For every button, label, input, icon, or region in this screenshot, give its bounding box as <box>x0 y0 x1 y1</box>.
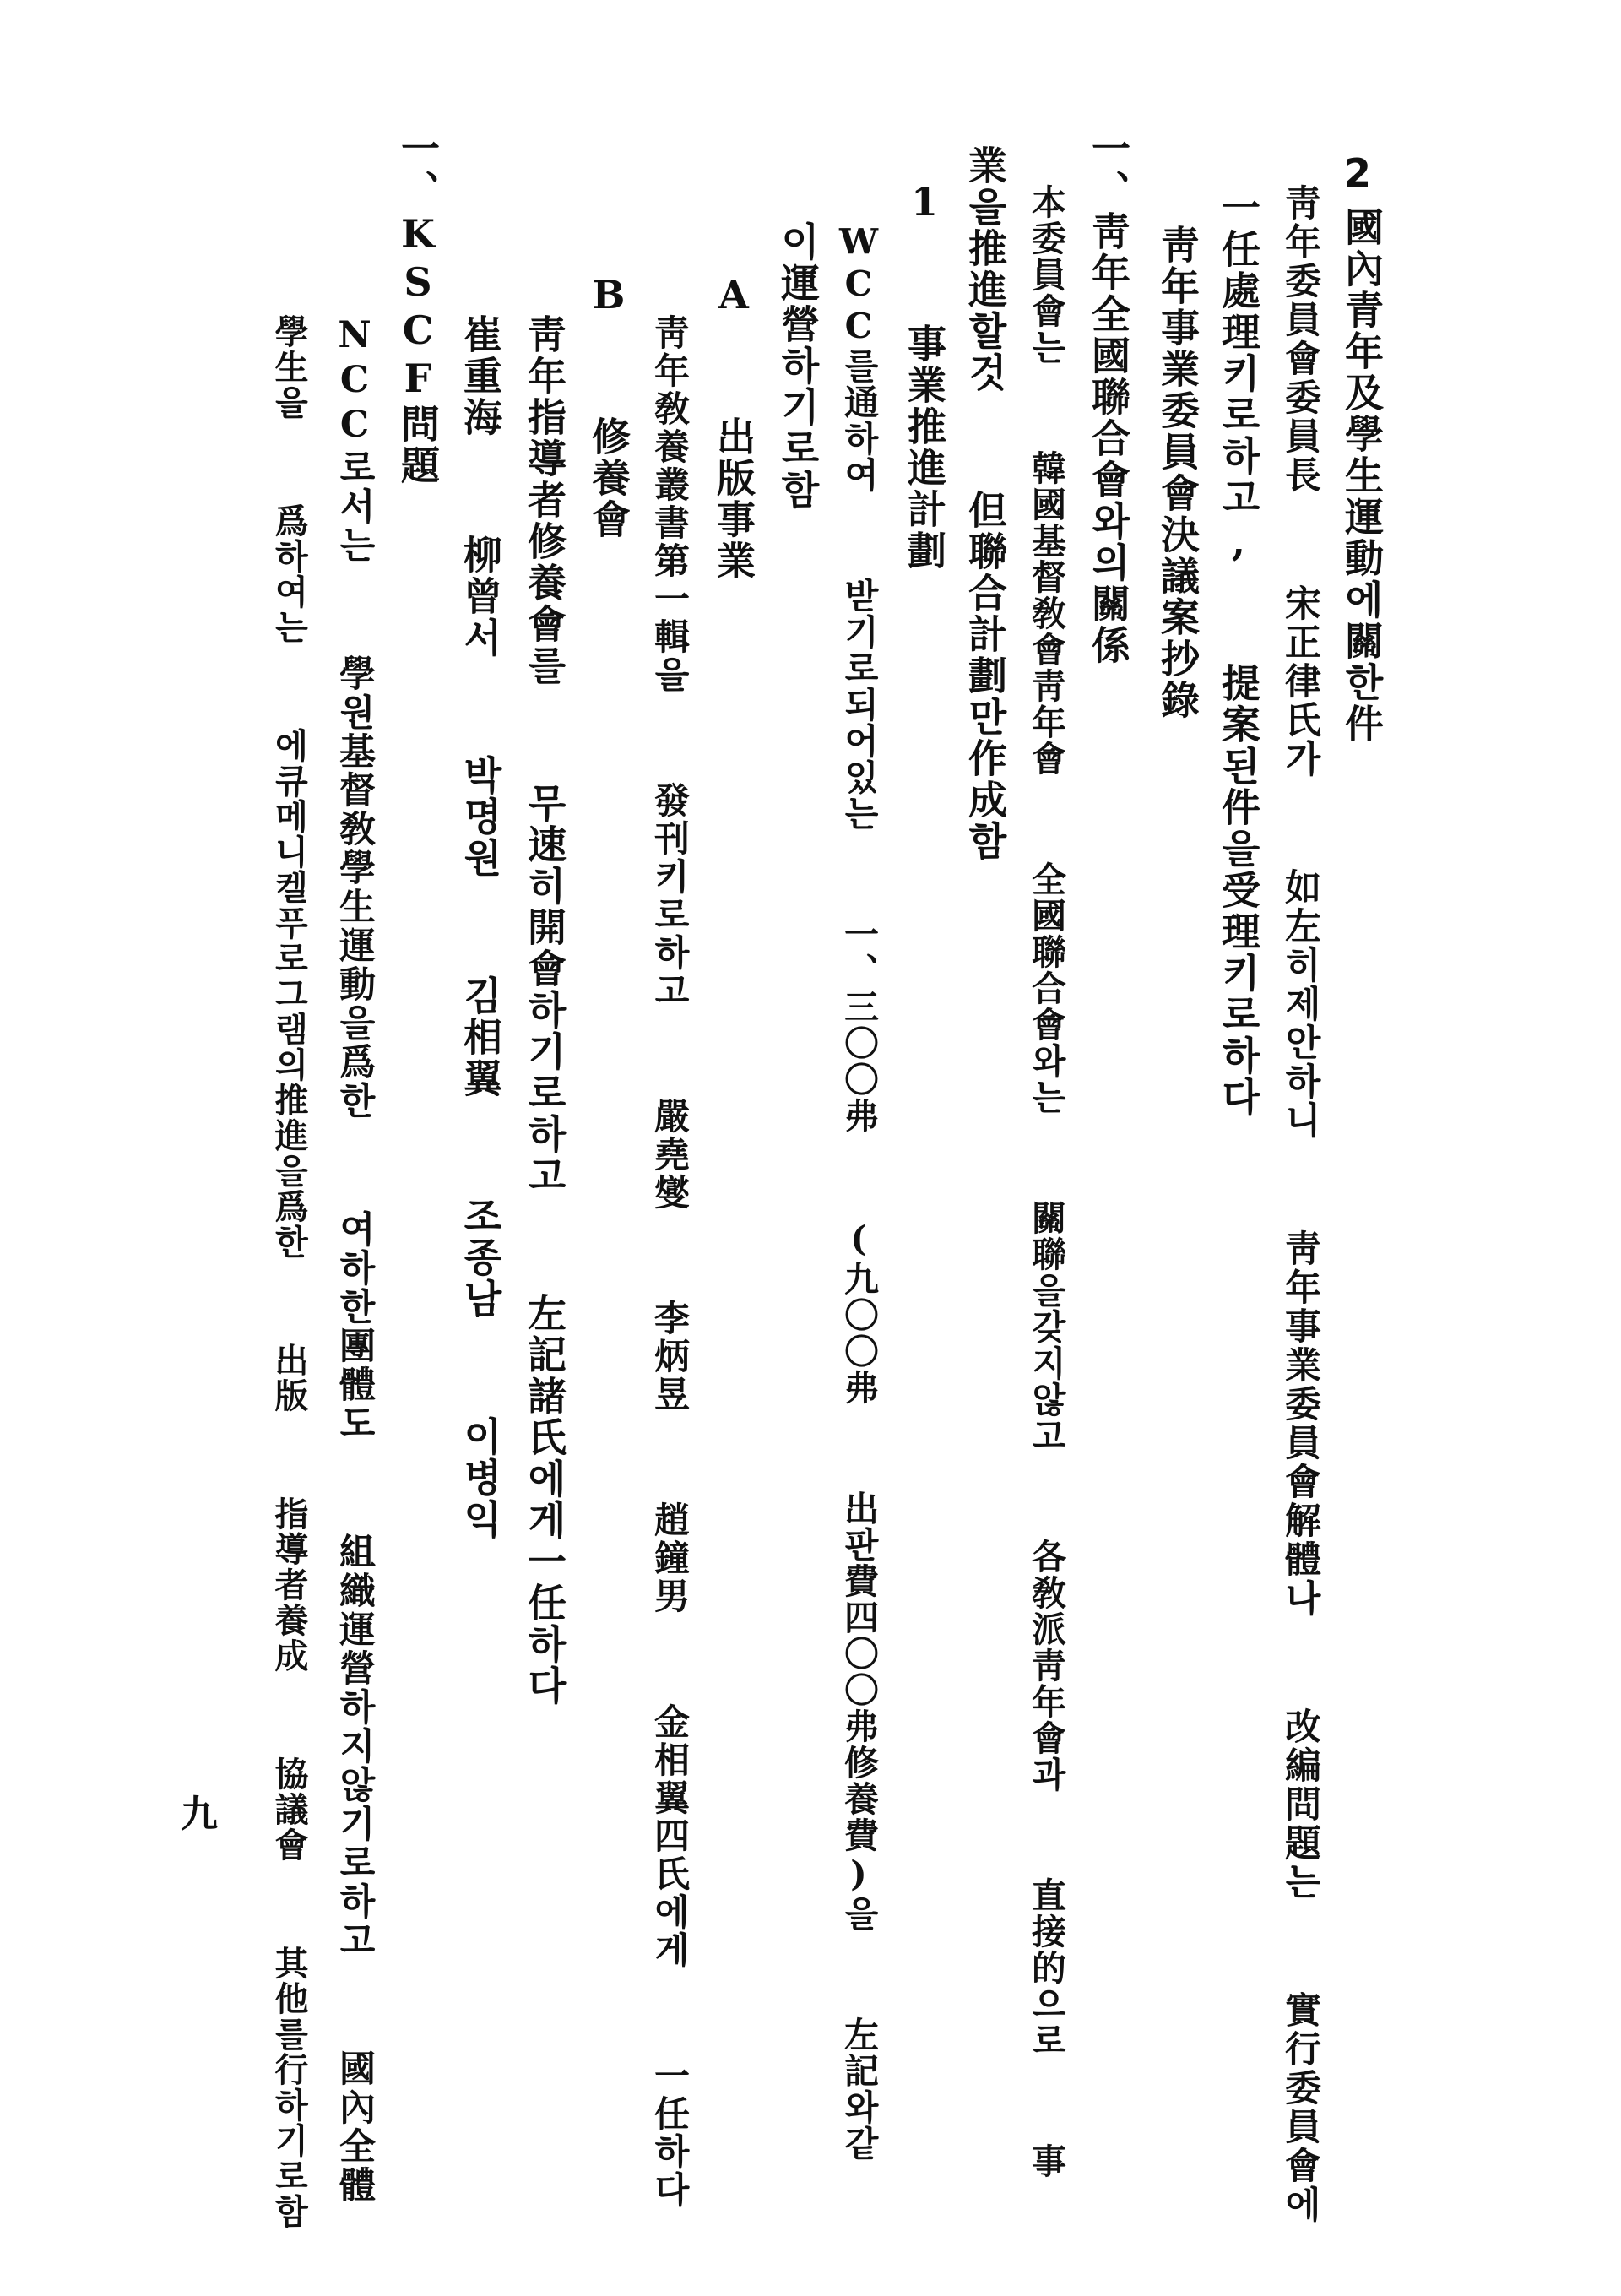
text-column: 이運營하기로함 <box>775 221 821 511</box>
text-column: WCC를通하여 받기로되어있는 一、三〇〇弗 (九〇〇弗 出판費四〇〇弗修養費)을 左記와같 <box>838 221 879 2162</box>
text-column: 學生을 爲하여는 에큐메니켈푸로그램의推進을爲한 出版 指導者養成 協議會 其他를行하기로함 <box>269 314 309 2229</box>
text-column: 本委員會는 韓國基督敎會靑年會 全國聯合會와는 關聯을갖지않고 各敎派靑年會과 直接的으로 事 <box>1026 184 1066 2179</box>
text-column: 崔重海 柳曾서 박명원 김相翼 조종남 이병익 <box>458 314 503 1540</box>
text-column: NCC로서는 學원基督敎學生運動을爲한 여하한團體도 組織運營하지않기로하고 國內全體 <box>333 314 376 2205</box>
text-column: 業을推進할것 但聯合計劃만作成함 <box>962 145 1008 862</box>
text-column: 靑年敎養叢書第一輯을 發刊키로하고 嚴堯燮 李炳昱 趙鐘男 金相翼四氏에게 一任하다 <box>649 314 691 2209</box>
text-column: A 出版事業 <box>711 272 756 582</box>
text-column: 一、靑年全國聯合會와의關係 <box>1086 128 1131 666</box>
text-column: 靑年事業委員會決議案抄錄 <box>1155 225 1201 721</box>
text-column: 一任處理키로하고, 提案된件을受理키로하다 <box>1216 187 1261 1118</box>
text-column: 一、KSCF問題 <box>395 128 441 486</box>
text-column: B 修養會 <box>586 272 632 540</box>
section-number: 2 <box>1344 150 1372 196</box>
text-column: 國內青年及學生運動에關한件 <box>1339 207 1385 745</box>
page-number: 九 <box>181 1793 218 1836</box>
text-column: 靑年委員會委員長 宋正律氏가 如左히제안하니 靑年事業委員會解體나 改編問題는 實行委員會에 <box>1279 184 1321 2224</box>
text-column: 1 事業推進計劃 <box>902 179 947 572</box>
text-column: 靑年指導者修養會를 무速히開會하기로하고 左記諸氏에게一任하다 <box>522 314 567 1707</box>
